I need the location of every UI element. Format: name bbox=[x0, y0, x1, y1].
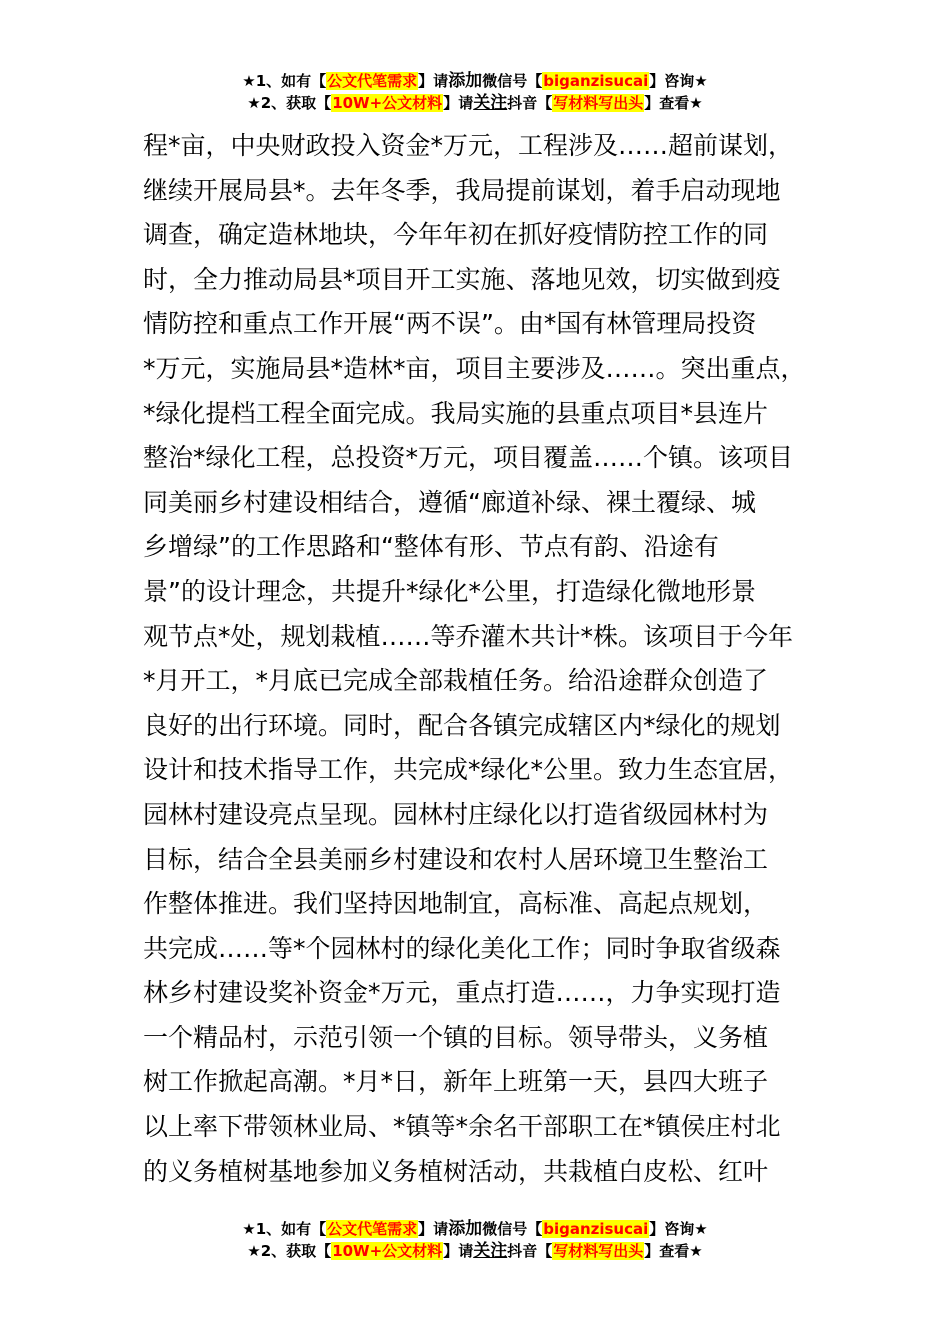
header-banner bbox=[0, 70, 950, 114]
body-line: 继续开展局县*。去年冬季，我局提前谋划，着手启动现地 bbox=[143, 175, 781, 205]
banner-prefix: ★2、获取【 bbox=[247, 1242, 332, 1260]
body-line: 以上率下带领林业局、*镇等*余名干部职工在*镇侯庄村北 bbox=[143, 1112, 781, 1142]
banner-text: 抖音【 bbox=[507, 94, 553, 112]
banner-line-1 bbox=[0, 70, 950, 92]
body-line: 景”的设计理念，共提升*绿化*公里，打造绿化微地形景 bbox=[143, 576, 756, 606]
banner-text: 】请 bbox=[443, 94, 474, 112]
body-line: 的义务植树基地参加义务植树活动，共栽植白皮松、红叶 bbox=[143, 1156, 769, 1186]
body-line: *月开工，*月底已完成全部栽植任务。给沿途群众创造了 bbox=[143, 666, 769, 696]
banner-suffix: 】咨询★ bbox=[649, 1220, 708, 1238]
body-line: 良好的出行环境。同时，配合各镇完成辖区内*绿化的规划 bbox=[143, 710, 781, 740]
wechat-id: biganzisucai bbox=[543, 1220, 649, 1238]
body-line: 目标，结合全县美丽乡村建设和农村人居环境卫生整治工 bbox=[143, 844, 769, 874]
banner-emphasis: 关注 bbox=[473, 1241, 508, 1261]
body-line: 设计和技术指导工作，共完成*绿化*公里。致力生态宜居， bbox=[143, 755, 794, 785]
banner-text: 微信号【 bbox=[482, 72, 543, 90]
body-line: 共完成……等*个园林村的绿化美化工作；同时争取省级森 bbox=[143, 933, 781, 963]
banner-emphasis: 关注 bbox=[473, 93, 508, 113]
body-line: 时，全力推动局县*项目开工实施、落地见效，切实做到疫 bbox=[143, 264, 781, 294]
body-line: 乡增绿”的工作思路和“整体有形、节点有韵、沿途有 bbox=[143, 532, 719, 562]
banner-text: 抖音【 bbox=[507, 1242, 553, 1260]
banner-emphasis: 添加 bbox=[448, 71, 483, 91]
body-line: 一个精品村，示范引领一个镇的目标。领导带头，义务植 bbox=[143, 1022, 769, 1052]
wechat-id: biganzisucai bbox=[543, 72, 649, 90]
banner-highlight: 10W+公文材料 bbox=[332, 94, 443, 112]
banner-line-1 bbox=[0, 1218, 950, 1240]
banner-prefix: ★1、如有【 bbox=[242, 1220, 327, 1238]
banner-emphasis: 添加 bbox=[448, 1219, 483, 1239]
body-line: *绿化提档工程全面完成。我局实施的县重点项目*县连片 bbox=[143, 398, 769, 428]
banner-text: 】请 bbox=[443, 1242, 474, 1260]
body-line: 林乡村建设奖补资金*万元，重点打造……，力争实现打造 bbox=[143, 978, 781, 1008]
banner-suffix: 】咨询★ bbox=[649, 72, 708, 90]
body-line: 同美丽乡村建设相结合，遵循“廊道补绿、裸土覆绿、城 bbox=[143, 487, 756, 517]
document-body bbox=[143, 124, 843, 1194]
body-line: 整治*绿化工程，总投资*万元，项目覆盖……个镇。该项目 bbox=[143, 443, 794, 473]
banner-prefix: ★1、如有【 bbox=[242, 72, 327, 90]
body-line: 作整体推进。我们坚持因地制宜，高标准、高起点规划， bbox=[143, 889, 769, 919]
footer-banner bbox=[0, 1218, 950, 1262]
banner-line-2 bbox=[0, 1240, 950, 1262]
banner-line-2 bbox=[0, 92, 950, 114]
banner-text: 】请 bbox=[418, 72, 449, 90]
body-line: 情防控和重点工作开展“两不误”。由*国有林管理局投资 bbox=[143, 309, 757, 339]
body-line: 观节点*处，规划栽植……等乔灌木共计*株。该项目于今年 bbox=[143, 621, 794, 651]
banner-highlight: 10W+公文材料 bbox=[332, 1242, 443, 1260]
banner-text: 】请 bbox=[418, 1220, 449, 1238]
douyin-account: 写材料写出头 bbox=[553, 1242, 644, 1260]
banner-suffix: 】查看★ bbox=[644, 1242, 703, 1260]
body-line: 调查，确定造林地块，今年年初在抓好疫情防控工作的同 bbox=[143, 220, 769, 250]
douyin-account: 写材料写出头 bbox=[553, 94, 644, 112]
body-line: 树工作掀起高潮。*月*日，新年上班第一天，县四大班子 bbox=[143, 1067, 769, 1097]
body-line: *万元，实施局县*造林*亩，项目主要涉及……。突出重点， bbox=[143, 353, 806, 383]
banner-suffix: 】查看★ bbox=[644, 94, 703, 112]
banner-prefix: ★2、获取【 bbox=[247, 94, 332, 112]
banner-highlight: 公文代笔需求 bbox=[327, 1220, 418, 1238]
banner-text: 微信号【 bbox=[482, 1220, 543, 1238]
body-line: 园林村建设亮点呈现。园林村庄绿化以打造省级园林村为 bbox=[143, 799, 769, 829]
banner-highlight: 公文代笔需求 bbox=[327, 72, 418, 90]
body-line: 程*亩，中央财政投入资金*万元，工程涉及……超前谋划， bbox=[143, 131, 794, 160]
